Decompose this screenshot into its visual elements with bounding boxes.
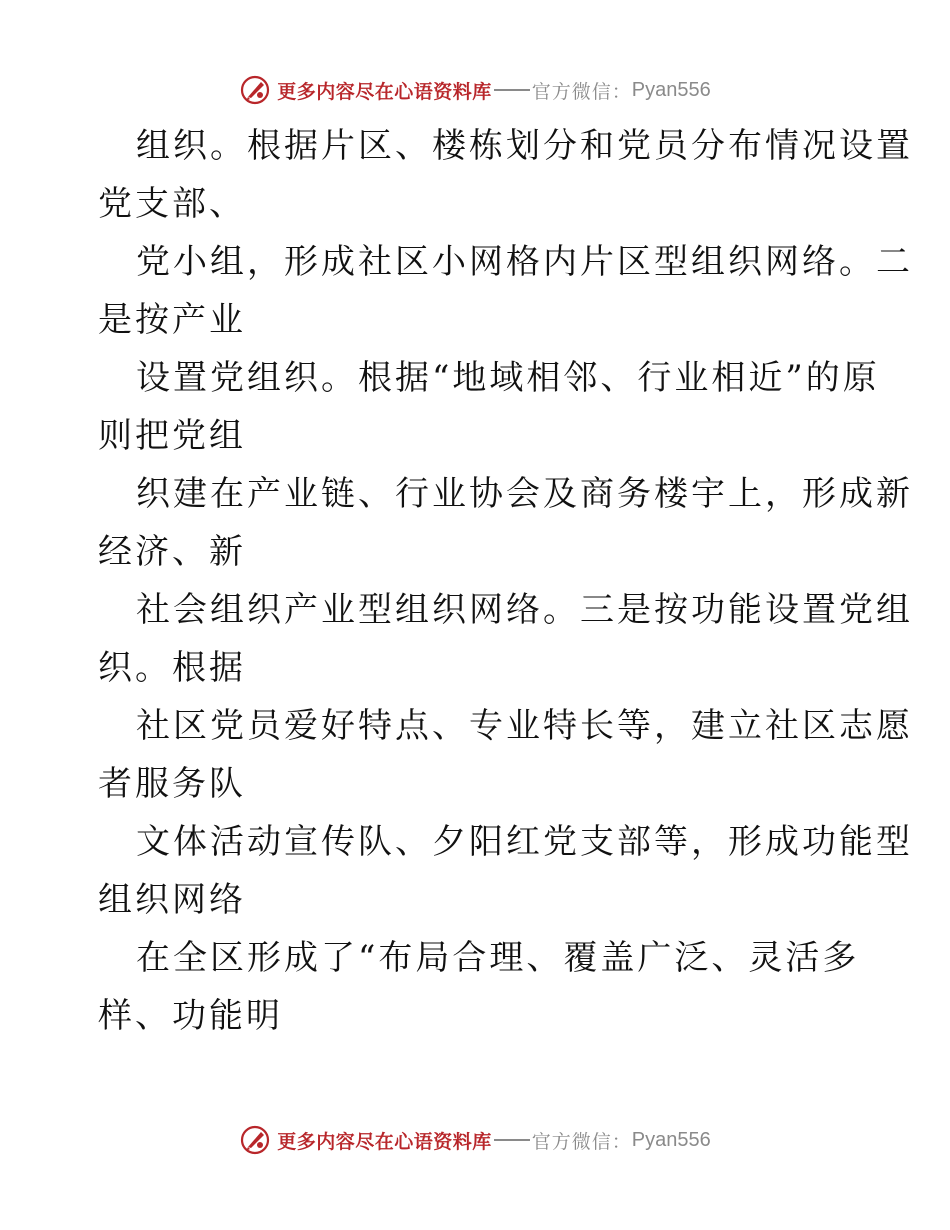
paragraph-line: 织建在产业链、行业协会及商务楼宇上，形成新 (136, 474, 913, 514)
paragraph-line: 经济、新 (98, 532, 246, 572)
paragraph-line: 者服务队 (98, 764, 246, 804)
paragraph-2 (98, 233, 913, 349)
paragraph-line: 社会组织产业型组织网络。三是按功能设置党组 (136, 590, 913, 630)
paragraph-line: 样、功能明 (98, 996, 283, 1036)
document-body (98, 117, 913, 1045)
footer-separator (494, 1139, 530, 1141)
paragraph-4 (98, 465, 913, 581)
paragraph-line: 设置党组织。根据“地域相邻、行业相近”的原 (136, 358, 880, 398)
paragraph-7 (98, 813, 913, 929)
paragraph-line: 组织网络 (98, 880, 246, 920)
paragraph-6 (98, 697, 913, 813)
header-brand-text: 更多内容尽在心语资料库 (277, 80, 492, 103)
quill-pen-logo-icon (239, 1124, 271, 1156)
paragraph-line: 党支部、 (98, 184, 246, 224)
paragraph-line: 是按产业 (98, 300, 246, 340)
paragraph-8 (98, 929, 858, 1045)
paragraph-line: 社区党员爱好特点、专业特长等，建立社区志愿 (136, 706, 913, 746)
quill-pen-logo-icon (239, 74, 271, 106)
paragraph-1 (98, 117, 913, 233)
paragraph-line: 文体活动宣传队、夕阳红党支部等，形成功能型 (136, 822, 913, 862)
header-wechat-id: Pyan556 (631, 78, 711, 101)
paragraph-line: 在全区形成了“布局合理、覆盖广泛、灵活多 (136, 938, 860, 978)
paragraph-5 (98, 581, 913, 697)
header-wechat-label: 官方微信： (531, 80, 632, 103)
footer-wechat-label: 官方微信： (531, 1130, 632, 1153)
paragraph-line: 组织。根据片区、楼栋划分和党员分布情况设置 (136, 126, 913, 166)
header-banner (0, 73, 950, 107)
header-separator (494, 89, 530, 91)
paragraph-line: 织。根据 (98, 648, 246, 688)
paragraph-3 (98, 349, 880, 465)
paragraph-line: 党小组，形成社区小网格内片区型组织网络。二 (136, 242, 913, 282)
footer-banner (0, 1123, 950, 1157)
footer-wechat-id: Pyan556 (631, 1128, 711, 1151)
paragraph-line: 则把党组 (98, 416, 246, 456)
footer-brand-text: 更多内容尽在心语资料库 (277, 1130, 492, 1153)
